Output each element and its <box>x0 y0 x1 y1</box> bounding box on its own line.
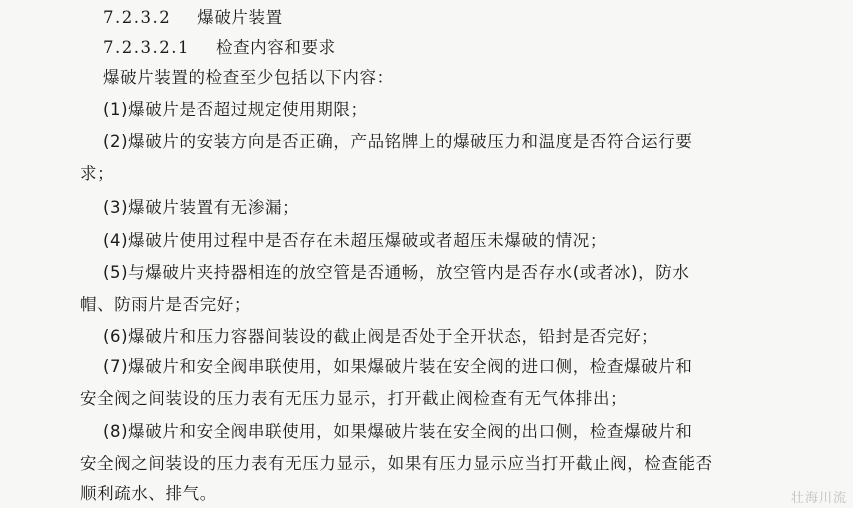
watermark-logo: 壮海川流 <box>790 491 847 506</box>
list-item-6: (6)爆破片和压力容器间装设的截止阀是否处于全开状态，铅封是否完好； <box>103 327 659 346</box>
list-item-4: (4)爆破片使用过程中是否存在未超压爆破或者超压未爆破的情况； <box>103 231 607 250</box>
section-title: 爆破片装置 <box>197 8 283 27</box>
list-item-7: (7)爆破片和安全阀串联使用，如果爆破片装在安全阀的进口侧，检查爆破片和 <box>103 357 693 376</box>
list-item-8-cont-2: 顺利疏水、排气。 <box>80 484 217 503</box>
list-item-5-cont: 帽、防雨片是否完好； <box>80 295 251 314</box>
subsection-heading-7-2-3-2-1 <box>103 37 336 59</box>
list-item-3: (3)爆破片装置有无渗漏； <box>103 198 300 217</box>
subsection-number: 7.2.3.2.1 <box>103 38 190 57</box>
list-item-8-cont-1: 安全阀之间装设的压力表有无压力显示，如果有压力显示应当打开截止阀，检查能否 <box>80 454 713 473</box>
list-item-5: (5)与爆破片夹持器相连的放空管是否通畅，放空管内是否存水(或者冰)，防水 <box>103 263 690 282</box>
list-item-2: (2)爆破片的安装方向是否正确，产品铭牌上的爆破压力和温度是否符合运行要 <box>103 132 693 151</box>
subsection-title: 检查内容和要求 <box>215 38 336 57</box>
list-item-2-cont: 求； <box>80 164 115 183</box>
list-item-7-cont: 安全阀之间装设的压力表有无压力显示，打开截止阀检查有无气体排出； <box>80 389 628 408</box>
list-item-8: (8)爆破片和安全阀串联使用，如果爆破片装在安全阀的出口侧，检查爆破片和 <box>103 422 693 441</box>
intro-paragraph: 爆破片装置的检查至少包括以下内容： <box>103 68 394 87</box>
list-item-1: (1)爆破片是否超过规定使用期限； <box>103 100 368 119</box>
section-number: 7.2.3.2 <box>103 8 172 27</box>
section-heading-7-2-3-2 <box>103 7 283 29</box>
